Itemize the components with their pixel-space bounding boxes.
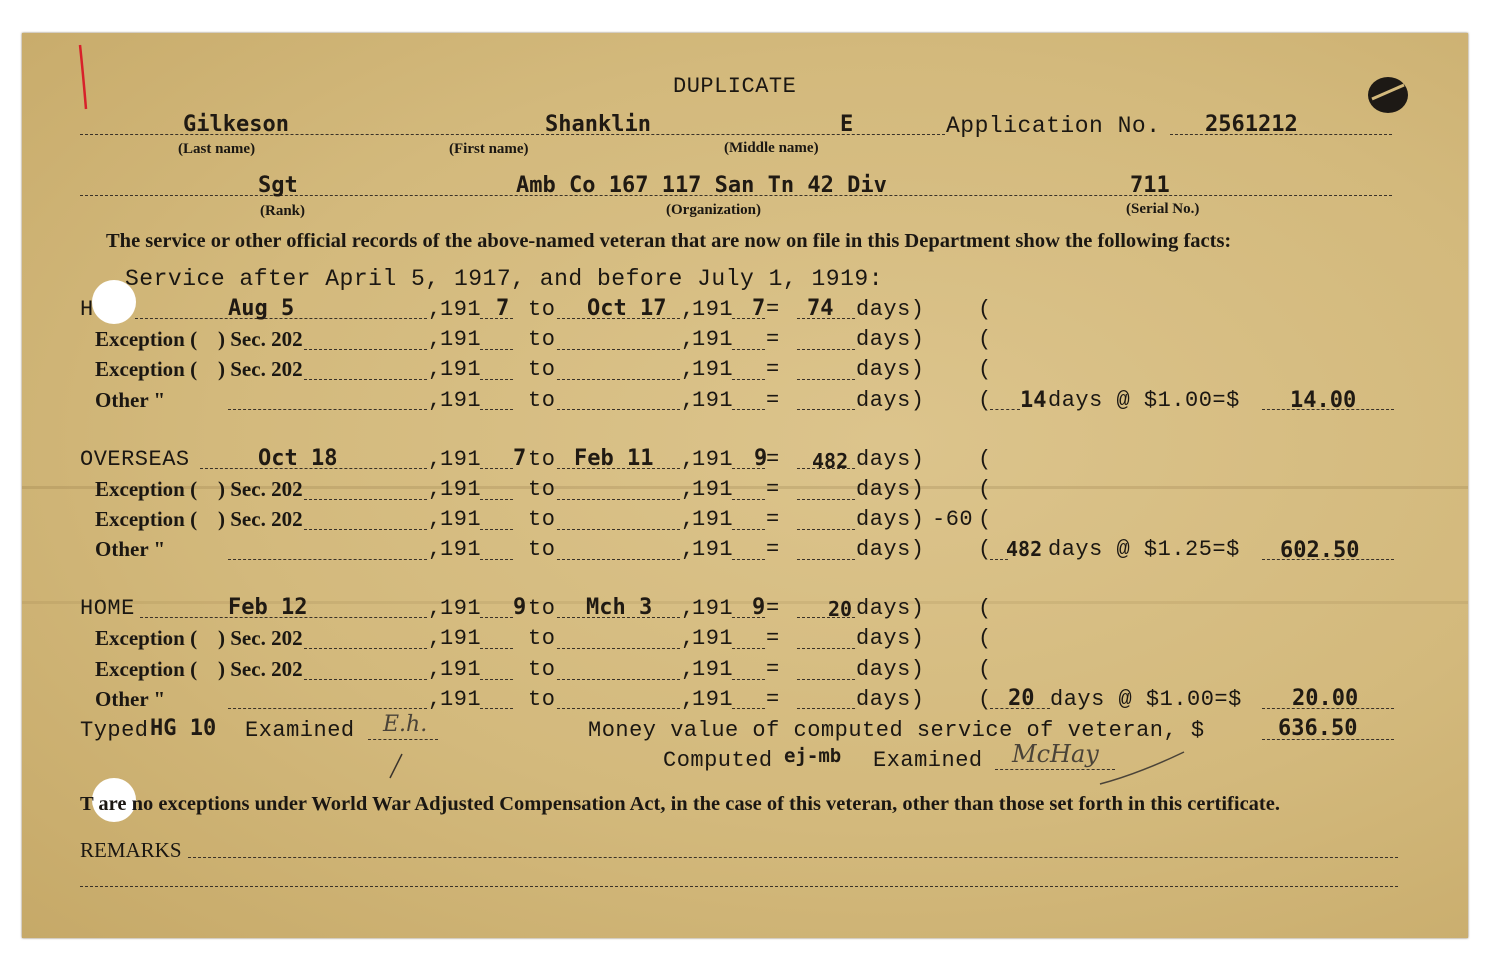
dotted-line <box>304 648 427 649</box>
red-margin-mark <box>77 43 91 113</box>
dotted-line <box>557 679 680 680</box>
dotted-line <box>228 708 427 709</box>
typed-value: HG 10 <box>150 716 217 741</box>
dotted-line <box>557 648 680 649</box>
to-label: to <box>528 357 556 382</box>
equals: = <box>766 626 780 651</box>
dotted-line <box>797 379 855 380</box>
dotted-line <box>557 379 680 380</box>
to-label: to <box>528 447 556 472</box>
examined2-initials: McHay <box>1012 740 1099 768</box>
comma: , <box>428 477 442 502</box>
remarks-label: REMARKS <box>80 838 182 862</box>
sec-label: ) Sec. 202 <box>218 357 303 381</box>
sec-label: ) Sec. 202 <box>218 327 303 351</box>
days-label: days) <box>856 447 925 472</box>
year-prefix: 191 <box>692 357 734 382</box>
overseas-to-year: 9 <box>754 446 768 471</box>
comma: , <box>681 327 695 352</box>
money-value: 636.50 <box>1278 716 1358 741</box>
dotted-line <box>732 379 765 380</box>
home-from-year: 7 <box>496 296 510 321</box>
other-label: Other " <box>95 388 166 412</box>
equals: = <box>766 596 780 621</box>
middle-name: E <box>840 112 854 137</box>
dotted-line <box>304 499 427 500</box>
equals: = <box>766 327 780 352</box>
other-label: Other " <box>95 537 166 561</box>
signature-stroke <box>1098 748 1188 788</box>
sec-label: ) Sec. 202 <box>218 626 303 650</box>
last-name-label: (Last name) <box>178 141 256 157</box>
year-prefix: 191 <box>440 537 482 562</box>
year-prefix: 191 <box>692 477 734 502</box>
days-label: days) <box>856 327 925 352</box>
to-label: to <box>528 327 556 352</box>
overseas-deduction: -60 <box>932 507 974 532</box>
dotted-line <box>732 409 765 410</box>
equals: = <box>766 477 780 502</box>
home2-from-year: 9 <box>513 595 527 620</box>
year-prefix: 191 <box>692 596 734 621</box>
exception-label: Exception ( <box>95 626 198 650</box>
dotted-line <box>480 679 513 680</box>
serial-label: (Serial No.) <box>1126 201 1200 217</box>
exception-label: Exception ( <box>95 357 198 381</box>
dotted-line <box>797 499 855 500</box>
comma: , <box>428 297 442 322</box>
year-prefix: 191 <box>692 537 734 562</box>
year-prefix: 191 <box>440 687 482 712</box>
to-label: to <box>528 507 556 532</box>
paren: ( <box>978 507 992 532</box>
examined-label: Examined <box>245 718 355 743</box>
comma: , <box>428 626 442 651</box>
organization-label: (Organization) <box>666 202 761 218</box>
home-to-date: Oct 17 <box>587 296 667 321</box>
dotted-line <box>304 349 427 350</box>
organization: Amb Co 167 117 San Tn 42 Div <box>516 173 887 198</box>
days-label: days) <box>856 657 925 682</box>
home-label: H <box>80 297 94 322</box>
pay-amount-2: 602.50 <box>1280 538 1360 563</box>
comma: , <box>428 507 442 532</box>
middle-name-label: (Middle name) <box>724 140 819 156</box>
comma: , <box>681 657 695 682</box>
dotted-line <box>304 379 427 380</box>
days-label: days) <box>856 626 925 651</box>
exception-label: Exception ( <box>95 327 198 351</box>
rank-label: (Rank) <box>260 203 306 219</box>
year-prefix: 191 <box>440 327 482 352</box>
pay-amount-1: 14.00 <box>1290 388 1357 413</box>
other-label: Other " <box>95 687 166 711</box>
overseas-from-date: Oct 18 <box>258 446 338 471</box>
comma: , <box>428 388 442 413</box>
dotted-line <box>797 529 855 530</box>
home2-from-date: Feb 12 <box>228 595 308 620</box>
comma: , <box>681 477 695 502</box>
year-prefix: 191 <box>692 626 734 651</box>
serial-number: 711 <box>1130 173 1170 198</box>
equals: = <box>766 687 780 712</box>
paren: ( <box>978 388 992 413</box>
overseas-days: 482 <box>812 449 849 473</box>
days-label: days) <box>856 537 925 562</box>
comma: , <box>681 297 695 322</box>
document-title: DUPLICATE <box>673 74 797 99</box>
year-prefix: 191 <box>692 687 734 712</box>
to-label: to <box>528 657 556 682</box>
year-prefix: 191 <box>440 297 482 322</box>
home-from-date: Aug 5 <box>228 296 295 321</box>
days-label: days) <box>856 507 925 532</box>
dotted-line <box>797 349 855 350</box>
dotted-line <box>228 559 427 560</box>
paren: ( <box>978 687 992 712</box>
dotted-line <box>480 708 513 709</box>
days-label: days) <box>856 297 925 322</box>
to-label: to <box>528 477 556 502</box>
paren: ( <box>978 357 992 382</box>
year-prefix: 191 <box>440 388 482 413</box>
overseas-to-date: Feb 11 <box>574 446 654 471</box>
paren: ( <box>978 537 992 562</box>
pay-days-1: 14 <box>1020 388 1047 413</box>
to-label: to <box>528 297 556 322</box>
home2-label: HOME <box>80 596 135 621</box>
exception-label: Exception ( <box>95 507 198 531</box>
typed-label: Typed <box>80 718 149 743</box>
dotted-line <box>228 409 427 410</box>
year-prefix: 191 <box>440 357 482 382</box>
overseas-from-year: 7 <box>513 446 527 471</box>
comma: , <box>681 357 695 382</box>
equals: = <box>766 357 780 382</box>
comma: , <box>681 537 695 562</box>
overseas-label: OVERSEAS <box>80 447 190 472</box>
paren: ( <box>978 297 992 322</box>
paren: ( <box>978 596 992 621</box>
year-prefix: 191 <box>692 327 734 352</box>
home2-to-date: Mch 3 <box>586 595 653 620</box>
dotted-line <box>557 559 680 560</box>
equals: = <box>766 657 780 682</box>
days-label: days) <box>856 596 925 621</box>
year-prefix: 191 <box>440 447 482 472</box>
dotted-line <box>480 648 513 649</box>
application-number: 2561212 <box>1205 112 1298 137</box>
dotted-line <box>797 708 855 709</box>
equals: = <box>766 507 780 532</box>
computed-value: ej-mb <box>784 745 842 767</box>
year-prefix: 191 <box>440 596 482 621</box>
dotted-line <box>557 409 680 410</box>
examined-initials: E.h. <box>383 712 428 737</box>
dotted-line <box>480 617 513 618</box>
dotted-line <box>480 409 513 410</box>
dotted-line <box>557 708 680 709</box>
comma: , <box>428 687 442 712</box>
comma: , <box>681 447 695 472</box>
year-prefix: 191 <box>692 388 734 413</box>
exceptions-statement: T are no exceptions under World War Adjusted Compensation Act, in the case of this veteran, other than those set forth in this certificate. <box>80 793 1280 815</box>
dotted-line <box>990 409 1020 410</box>
dotted-line <box>557 529 680 530</box>
home-to-year: 7 <box>752 296 766 321</box>
paren: ( <box>978 447 992 472</box>
dotted-line <box>368 739 438 740</box>
dotted-line <box>480 499 513 500</box>
dotted-line <box>480 379 513 380</box>
equals: = <box>766 447 780 472</box>
year-prefix: 191 <box>440 477 482 502</box>
remarks-line <box>188 857 1398 858</box>
period-heading: Service after April 5, 1917, and before July 1, 1919: <box>125 266 884 292</box>
pay-rate-1: days @ $1.00=$ <box>1048 388 1240 413</box>
equals: = <box>766 297 780 322</box>
comma: , <box>681 687 695 712</box>
year-prefix: 191 <box>692 657 734 682</box>
to-label: to <box>528 596 556 621</box>
dotted-line <box>732 349 765 350</box>
paren: ( <box>978 657 992 682</box>
comma: , <box>428 657 442 682</box>
year-prefix: 191 <box>692 507 734 532</box>
first-name: Shanklin <box>545 112 651 137</box>
dotted-line <box>995 769 1115 770</box>
dotted-line <box>557 349 680 350</box>
money-value-label: Money value of computed service of veteran, $ <box>588 718 1205 743</box>
examined2-label: Examined <box>873 748 983 773</box>
sec-label: ) Sec. 202 <box>218 477 303 501</box>
exception-label: Exception ( <box>95 657 198 681</box>
days-label: days) <box>856 477 925 502</box>
days-label: days) <box>856 388 925 413</box>
dotted-line <box>797 648 855 649</box>
dotted-line <box>732 559 765 560</box>
sec-label: ) Sec. 202 <box>218 657 303 681</box>
dotted-line <box>480 529 513 530</box>
equals: = <box>766 388 780 413</box>
home2-to-year: 9 <box>752 595 766 620</box>
comma: , <box>428 537 442 562</box>
sec-label: ) Sec. 202 <box>218 507 303 531</box>
dotted-line <box>304 529 427 530</box>
rank: Sgt <box>258 173 298 198</box>
exception-label: Exception ( <box>95 477 198 501</box>
year-prefix: 191 <box>440 626 482 651</box>
last-name: Gilkeson <box>183 112 289 137</box>
comma: , <box>681 596 695 621</box>
home-days: 74 <box>807 296 834 321</box>
computed-label: Computed <box>663 748 773 773</box>
to-label: to <box>528 537 556 562</box>
dotted-line <box>480 349 513 350</box>
equals: = <box>766 537 780 562</box>
comma: , <box>428 327 442 352</box>
dotted-line <box>797 409 855 410</box>
dotted-line <box>732 679 765 680</box>
dotted-line <box>732 499 765 500</box>
dotted-line <box>797 679 855 680</box>
comma: , <box>428 447 442 472</box>
pay-amount-3: 20.00 <box>1292 686 1359 711</box>
comma: , <box>428 596 442 621</box>
dotted-line <box>732 529 765 530</box>
year-prefix: 191 <box>440 507 482 532</box>
first-name-label: (First name) <box>449 141 529 157</box>
remarks-line <box>80 886 1398 887</box>
paren: ( <box>978 327 992 352</box>
comma: , <box>681 626 695 651</box>
year-prefix: 191 <box>440 657 482 682</box>
home2-days: 20 <box>828 597 853 621</box>
pay-rate-2: days @ $1.25=$ <box>1048 537 1240 562</box>
dotted-line <box>480 559 513 560</box>
comma: , <box>428 357 442 382</box>
dotted-line <box>304 679 427 680</box>
pay-days-3: 20 <box>1008 686 1035 711</box>
pay-days-2: 482 <box>1006 537 1043 561</box>
to-label: to <box>528 626 556 651</box>
paren: ( <box>978 477 992 502</box>
ink-blot <box>1364 71 1412 119</box>
paren: ( <box>978 626 992 651</box>
dotted-line <box>732 648 765 649</box>
dotted-line <box>797 559 855 560</box>
to-label: to <box>528 687 556 712</box>
to-label: to <box>528 388 556 413</box>
dotted-line <box>557 499 680 500</box>
statement-text: The service or other official records of the above-named veteran that are now on file in this Department show the following facts: <box>106 230 1232 252</box>
days-label: days) <box>856 687 925 712</box>
application-label: Application No. <box>946 113 1161 139</box>
year-prefix: 191 <box>692 297 734 322</box>
days-label: days) <box>856 357 925 382</box>
dotted-line <box>732 708 765 709</box>
year-prefix: 191 <box>692 447 734 472</box>
comma: , <box>681 388 695 413</box>
dotted-line <box>480 468 513 469</box>
pencil-tick <box>386 752 406 782</box>
comma: , <box>681 507 695 532</box>
pay-rate-3: days @ $1.00=$ <box>1050 687 1242 712</box>
